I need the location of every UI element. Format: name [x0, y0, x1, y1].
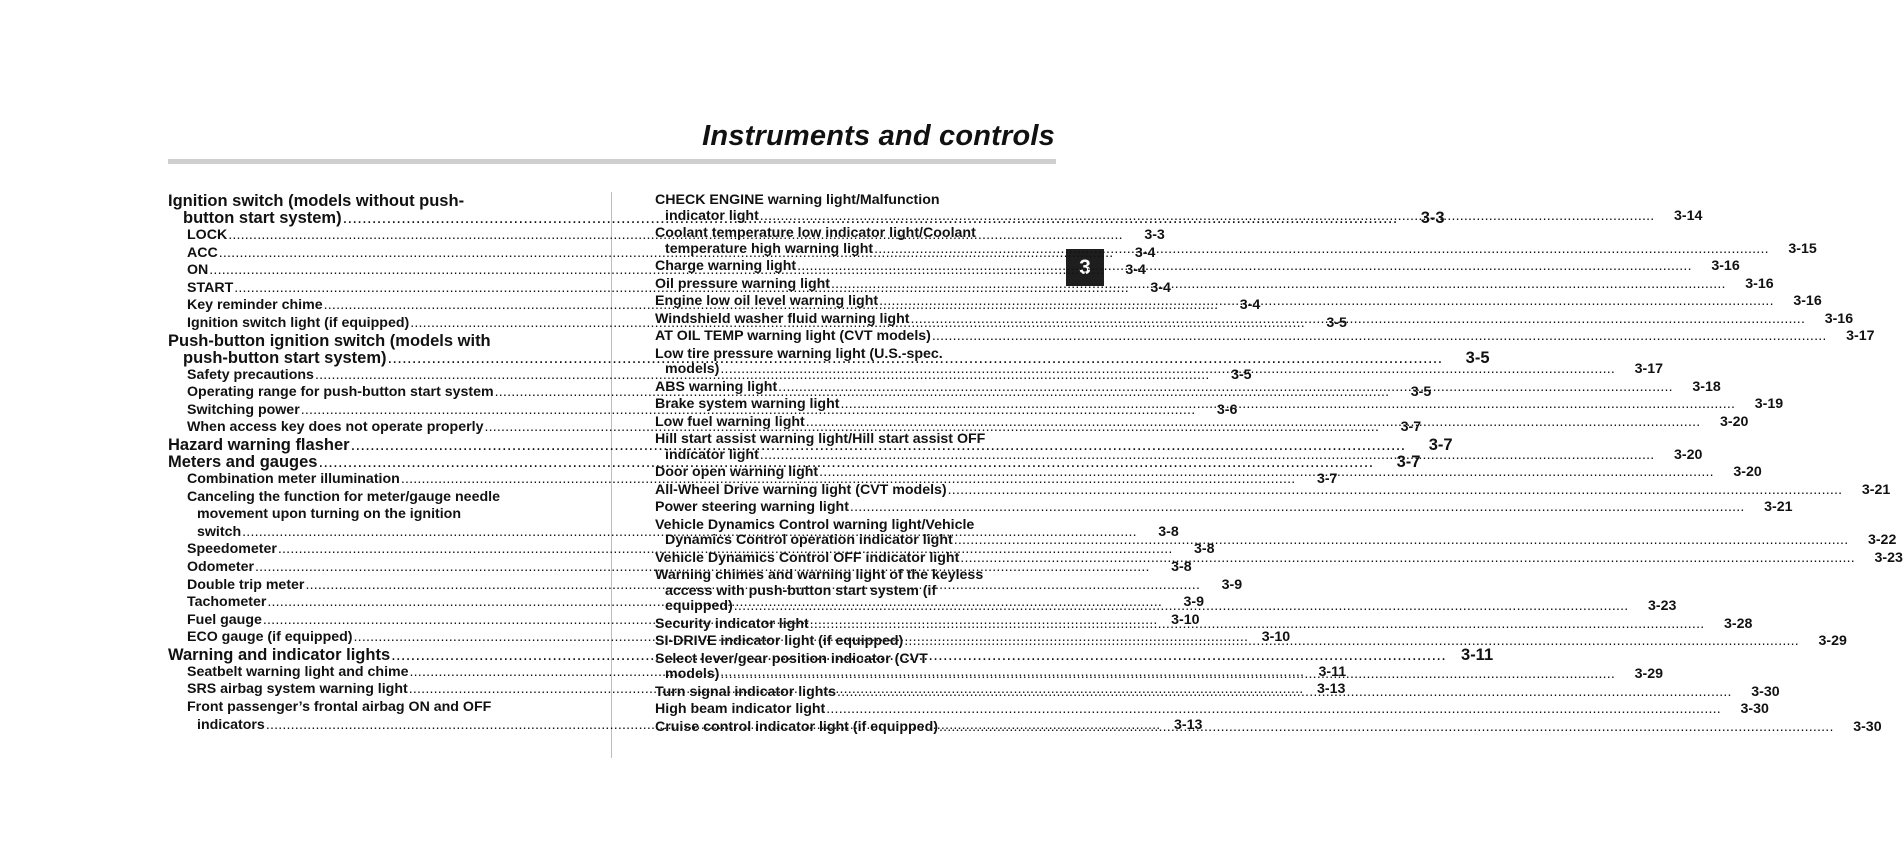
- dot-leader: [948, 483, 1843, 499]
- toc-entry-title: LOCK: [187, 227, 228, 243]
- toc-entry-title: Operating range for push-button start system: [187, 384, 494, 401]
- toc-entry-title: Security indicator light: [655, 615, 809, 632]
- toc-page-number: 3-13: [1174, 716, 1203, 733]
- toc-entry-title: Meters and gauges: [168, 452, 318, 471]
- toc-page-number: 3-8: [1194, 541, 1215, 558]
- dot-leader: [734, 599, 1629, 615]
- dot-leader: [720, 667, 1615, 683]
- toc-page-number: 3-21: [1861, 481, 1891, 498]
- toc-entry-title: indicator light: [665, 446, 759, 463]
- toc-page-number: 3-29: [1634, 666, 1664, 683]
- toc-entry-title: ECO gauge (if equipped): [187, 629, 353, 646]
- toc-page-number: 3-16: [1745, 275, 1774, 292]
- toc-page-number: 3-16: [1793, 293, 1822, 310]
- toc-entry-title: Ignition switch (models without push-: [168, 192, 465, 210]
- toc-entry[interactable]: [655, 481, 1891, 499]
- toc-page-number: 3-17: [1634, 361, 1664, 378]
- toc-entry-title: Charge warning light: [655, 258, 797, 275]
- toc-entry-title: models): [665, 666, 720, 683]
- toc-entry-title: Coolant temperature low indicator light/Coolant: [655, 225, 976, 242]
- toc-entry-title: SI-DRIVE indicator light (if equipped): [655, 633, 904, 650]
- toc-page-number: 3-8: [1171, 558, 1192, 575]
- toc-page-number: 3-5: [1326, 314, 1347, 331]
- toc-page-number: 3-7: [1428, 435, 1453, 454]
- toc-page-number: 3-4: [1134, 244, 1156, 261]
- toc-page-number: 3-20: [1719, 413, 1749, 430]
- toc-entry-title: indicators: [197, 716, 265, 733]
- toc-entry-title: Power steering warning light: [655, 499, 849, 516]
- toc-entry-title: Low tire pressure warning light (U.S.-spec.: [655, 345, 943, 362]
- toc-entry-title: SRS airbag system warning light: [187, 681, 408, 698]
- toc-entry-title: Hazard warning flasher: [168, 435, 350, 454]
- toc-page-number: 3-9: [1183, 594, 1204, 611]
- toc-entry-title: button start system): [183, 209, 342, 227]
- toc-entry-title: temperature high warning light: [665, 240, 874, 257]
- toc-entry-title: Push-button ignition switch (models with: [168, 331, 491, 350]
- toc-entry-title: All-Wheel Drive warning light (CVT models): [655, 481, 947, 498]
- toc-page-number: 3-4: [1125, 262, 1146, 279]
- toc-page-number: 3-5: [1410, 384, 1432, 401]
- toc-entry-title: Warning chimes and warning light of the keyless: [655, 567, 984, 584]
- toc-page-number: 3-4: [1150, 279, 1171, 296]
- dot-leader: [819, 465, 1714, 481]
- toc-entry-title: Vehicle Dynamics Control OFF indicator light: [655, 549, 960, 566]
- toc-entry-title: High beam indicator light: [655, 701, 826, 718]
- toc-page-number: 3-8: [1158, 523, 1179, 540]
- toc-page-number: 3-30: [1740, 701, 1769, 718]
- toc-entry-title: Dynamics Control operation indicator light: [665, 532, 953, 549]
- toc-page-number: 3-5: [1465, 348, 1490, 367]
- toc-page-number: 3-7: [1316, 470, 1338, 487]
- dot-leader: [874, 242, 1769, 258]
- toc-entry-title: Windshield washer fluid warning light: [655, 310, 910, 327]
- dot-leader: [939, 720, 1834, 736]
- toc-entry-title: switch: [197, 523, 242, 540]
- toc-page-number: 3-11: [1461, 645, 1494, 664]
- toc-entry-title: Double trip meter: [187, 576, 305, 593]
- toc-entry-title: Oil pressure warning light: [655, 275, 831, 292]
- dot-leader: [879, 294, 1774, 310]
- toc-page-number: 3-28: [1723, 615, 1753, 632]
- chapter-tab: 3: [1066, 249, 1104, 286]
- toc-entry-title: Brake system warning light: [655, 396, 840, 413]
- toc-entry-title: Key reminder chime: [187, 297, 323, 314]
- toc-entry-title: Tachometer: [187, 594, 267, 611]
- dot-leader: [904, 634, 1799, 650]
- toc-page-number: 3-7: [1400, 419, 1422, 436]
- toc-entry-title: Door open warning light: [655, 464, 819, 481]
- toc-entry-title: push-button start system): [183, 348, 387, 367]
- toc-page-number: 3-14: [1674, 207, 1703, 224]
- toc-page-number: 3-19: [1754, 396, 1784, 413]
- toc-entry-title: ACC: [187, 244, 218, 261]
- dot-leader: [954, 533, 1849, 549]
- toc-entry-title: START: [187, 279, 234, 296]
- toc-page-number: 3-10: [1261, 629, 1291, 646]
- toc-entry-title: Front passenger’s frontal airbag ON and OFF: [187, 699, 492, 716]
- toc-page-number: 3-10: [1171, 611, 1200, 628]
- toc-entry-title: Seatbelt warning light and chime: [187, 663, 409, 680]
- toc-entry-title: Ignition switch light (if equipped): [187, 314, 410, 331]
- toc-entry-title: indicator light: [665, 207, 759, 224]
- toc-page-number: 3-16: [1824, 310, 1854, 327]
- toc-entry[interactable]: [655, 701, 1769, 718]
- toc-entry-title: Odometer: [187, 558, 255, 575]
- toc-page-number: 3-22: [1867, 532, 1897, 549]
- dot-leader: [720, 362, 1615, 378]
- toc-entry-title: Speedometer: [187, 541, 277, 558]
- toc-entry-title: movement upon turning on the ignition: [197, 506, 462, 523]
- toc-entry-title: Engine low oil level warning light: [655, 293, 879, 310]
- toc-page-number: 3-23: [1648, 598, 1677, 615]
- toc-entry-title: CHECK ENGINE warning light/Malfunction: [655, 192, 940, 208]
- header-rule: [168, 159, 1056, 164]
- toc-page-number: 3-29: [1818, 633, 1847, 650]
- toc-page-number: 3-3: [1144, 227, 1165, 243]
- toc-page-number: 3-16: [1711, 258, 1740, 275]
- toc-page-number: 3-6: [1216, 401, 1238, 418]
- toc-entry-title: Turn signal indicator lights: [655, 683, 837, 700]
- dot-leader: [841, 397, 1736, 413]
- dot-leader: [910, 312, 1805, 328]
- toc-page-number: 3-20: [1674, 446, 1703, 463]
- dot-leader: [810, 617, 1705, 633]
- toc-page-number: 3-23: [1874, 549, 1903, 566]
- toc-entry-title: Warning and indicator lights: [168, 645, 391, 664]
- toc-entry-title: When access key does not operate properly: [187, 419, 484, 436]
- dot-leader: [778, 380, 1673, 396]
- toc-page-number: 3-4: [1239, 297, 1261, 314]
- dot-leader: [932, 329, 1827, 345]
- toc-page-number: 3-9: [1221, 576, 1243, 593]
- toc-entry[interactable]: [655, 328, 1875, 345]
- dot-leader: [826, 702, 1721, 718]
- dot-leader: [837, 685, 1732, 701]
- toc-entry-title: Fuel gauge: [187, 611, 262, 628]
- toc-entry-title: Canceling the function for meter/gauge needle: [187, 488, 500, 505]
- toc-entry[interactable]: [655, 499, 1793, 516]
- toc-page-number: 3-30: [1751, 683, 1780, 700]
- dot-leader: [850, 500, 1745, 516]
- toc-entry-title: Select lever/gear position indicator (CVT: [655, 650, 928, 667]
- toc-entry-title: models): [665, 361, 720, 378]
- toc-page-number: 3-18: [1692, 378, 1721, 395]
- toc-page-number: 3-30: [1853, 718, 1882, 735]
- toc-page-number: 3-5: [1231, 366, 1252, 383]
- toc-entry-title: Switching power: [187, 401, 300, 418]
- toc-entry-title: AT OIL TEMP warning light (CVT models): [655, 328, 931, 345]
- toc-entry-title: Vehicle Dynamics Control warning light/Vehicle: [655, 516, 975, 533]
- toc-page-number: 3-15: [1788, 240, 1817, 257]
- dot-leader: [797, 259, 1692, 275]
- toc-page-number: 3-3: [1420, 209, 1445, 227]
- toc-page-number: 3-13: [1316, 681, 1346, 698]
- dot-leader: [760, 209, 1655, 225]
- toc-entry-title: access with push-button start system (if: [665, 582, 937, 599]
- toc-entry-title: Cruise control indicator light (if equipped): [655, 718, 938, 735]
- toc-page-number: 3-20: [1733, 464, 1762, 481]
- toc-entry-title: ABS warning light: [655, 378, 778, 395]
- page-title: Instruments and controls: [702, 120, 1055, 152]
- toc-page-number: 3-11: [1318, 663, 1347, 680]
- toc-entry-title: ON: [187, 262, 209, 279]
- dot-leader: [960, 551, 1855, 567]
- toc-page-number: 3-7: [1396, 452, 1421, 471]
- toc-entry-title: equipped): [665, 598, 733, 615]
- toc-entry-title: Low fuel warning light: [655, 413, 805, 430]
- toc-entry-title: Hill start assist warning light/Hill start assist OFF: [655, 431, 986, 448]
- toc-page-number: 3-21: [1764, 499, 1793, 516]
- dot-leader: [831, 277, 1726, 293]
- dot-leader: [760, 448, 1655, 464]
- dot-leader: [806, 415, 1701, 431]
- toc-page-number: 3-17: [1846, 328, 1875, 345]
- toc-entry-title: Combination meter illumination: [187, 470, 400, 487]
- toc-entry-title: Safety precautions: [187, 366, 314, 383]
